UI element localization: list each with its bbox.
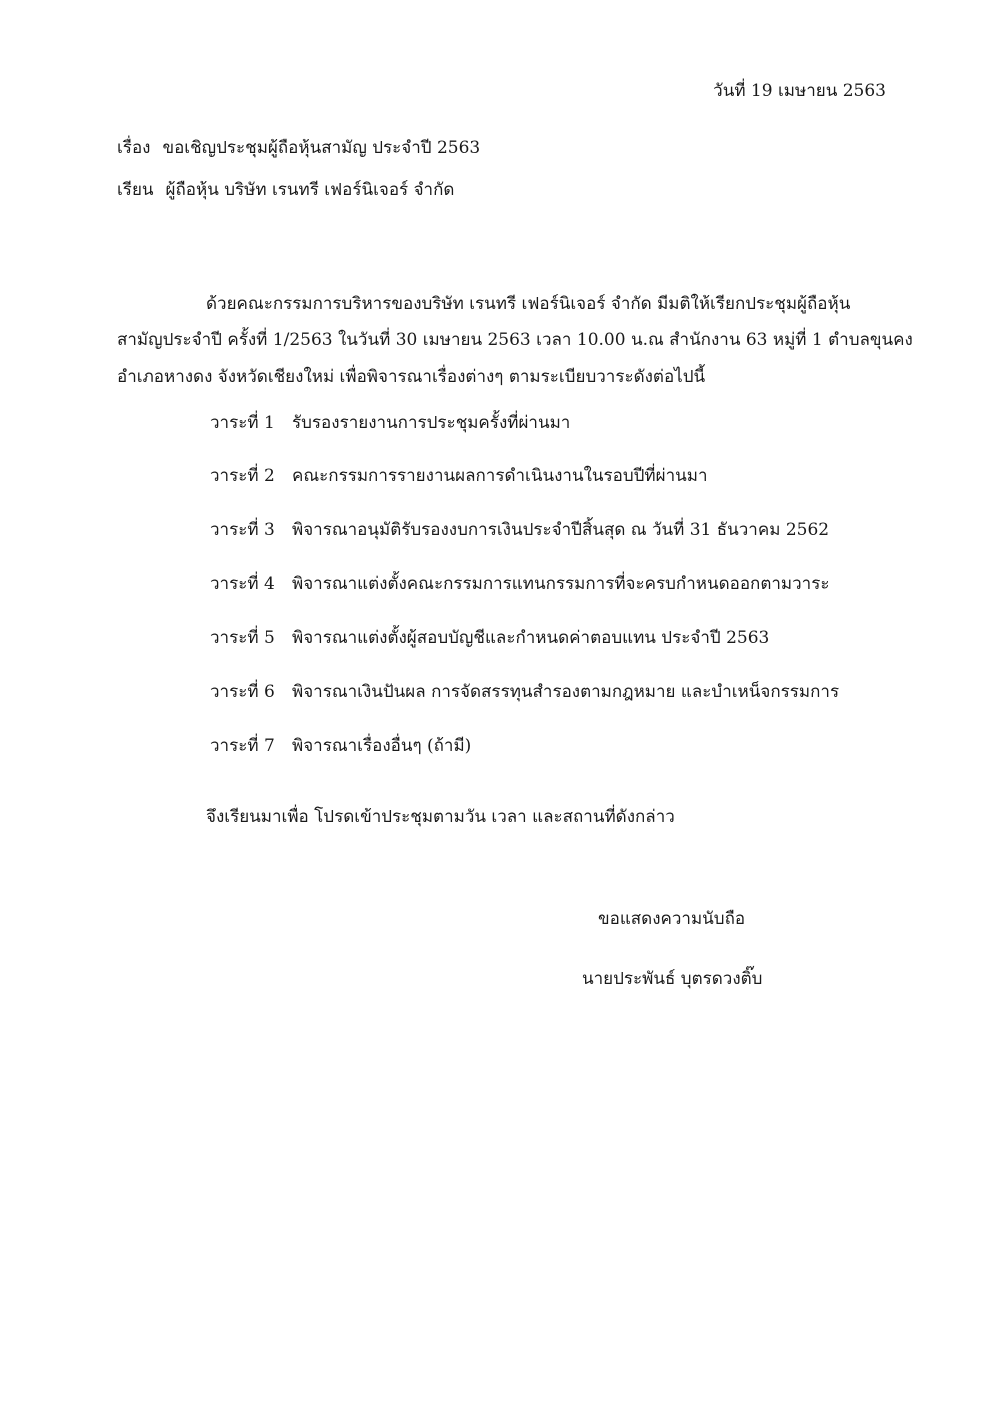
agenda-item-4	[210, 573, 829, 595]
recipient-text: ผู้ถือหุ้น บริษัท เรนทรี เฟอร์นิเจอร์ จำกัด	[165, 180, 455, 200]
agenda-text: รับรองรายงานการประชุมครั้งที่ผ่านมา	[292, 413, 571, 433]
agenda-text: พิจารณาแต่งตั้งคณะกรรมการแทนกรรมการที่จะครบกำหนดออกตามวาระ	[292, 574, 830, 594]
agenda-text: พิจารณาเรื่องอื่นๆ (ถ้ามี)	[292, 736, 472, 756]
agenda-number: วาระที่ 4	[210, 574, 275, 594]
recipient-line	[117, 179, 454, 201]
body-paragraph-line-3: อำเภอหางดง จังหวัดเชียงใหม่ เพื่อพิจารณาเรื่องต่างๆ ตามระเบียบวาระดังต่อไปนี้	[117, 367, 706, 387]
agenda-item-5	[210, 627, 769, 649]
body-paragraph-line-2: สามัญประจำปี ครั้งที่ 1/2563 ในวันที่ 30 เมษายน 2563 เวลา 10.00 น.ณ สำนักงาน 63 หมู่ที่ 1 ตำบลขุนคง	[117, 330, 913, 350]
recipient-label: เรียน	[117, 180, 154, 200]
agenda-text: คณะกรรมการรายงานผลการดำเนินงานในรอบปีที่ผ่านมา	[292, 466, 708, 486]
subject-label: เรื่อง	[117, 138, 151, 158]
signer-name: นายประพันธ์ บุตรดวงติ๊บ	[582, 969, 763, 989]
agenda-text: พิจารณาแต่งตั้งผู้สอบบัญชีและกำหนดค่าตอบแทน ประจำปี 2563	[292, 628, 770, 648]
subject-text: ขอเชิญประชุมผู้ถือหุ้นสามัญ ประจำปี 2563	[162, 138, 481, 158]
agenda-item-6	[210, 681, 839, 703]
agenda-item-7	[210, 735, 471, 757]
agenda-item-3	[210, 519, 829, 541]
agenda-item-2	[210, 465, 708, 487]
complimentary-close: ขอแสดงความนับถือ	[598, 909, 746, 929]
agenda-text: พิจารณาอนุมัติรับรองงบการเงินประจำปีสิ้นสุด ณ วันที่ 31 ธันวาคม 2562	[292, 520, 830, 540]
agenda-number: วาระที่ 6	[210, 682, 275, 702]
agenda-number: วาระที่ 5	[210, 628, 275, 648]
body-paragraph-line-1: ด้วยคณะกรรมการบริหารของบริษัท เรนทรี เฟอร์นิเจอร์ จำกัด มีมติให้เรียกประชุมผู้ถือหุ้น	[206, 294, 851, 314]
closing-sentence: จึงเรียนมาเพื่อ โปรดเข้าประชุมตามวัน เวลา และสถานที่ดังกล่าว	[206, 807, 675, 827]
agenda-number: วาระที่ 2	[210, 466, 275, 486]
agenda-text: พิจารณาเงินปันผล การจัดสรรทุนสำรองตามกฎหมาย และบำเหน็จกรรมการ	[292, 682, 840, 702]
agenda-number: วาระที่ 1	[210, 413, 275, 433]
agenda-item-1	[210, 412, 570, 434]
agenda-number: วาระที่ 7	[210, 736, 275, 756]
letter-date: วันที่ 19 เมษายน 2563	[713, 81, 886, 101]
agenda-number: วาระที่ 3	[210, 520, 275, 540]
subject-line	[117, 137, 480, 159]
